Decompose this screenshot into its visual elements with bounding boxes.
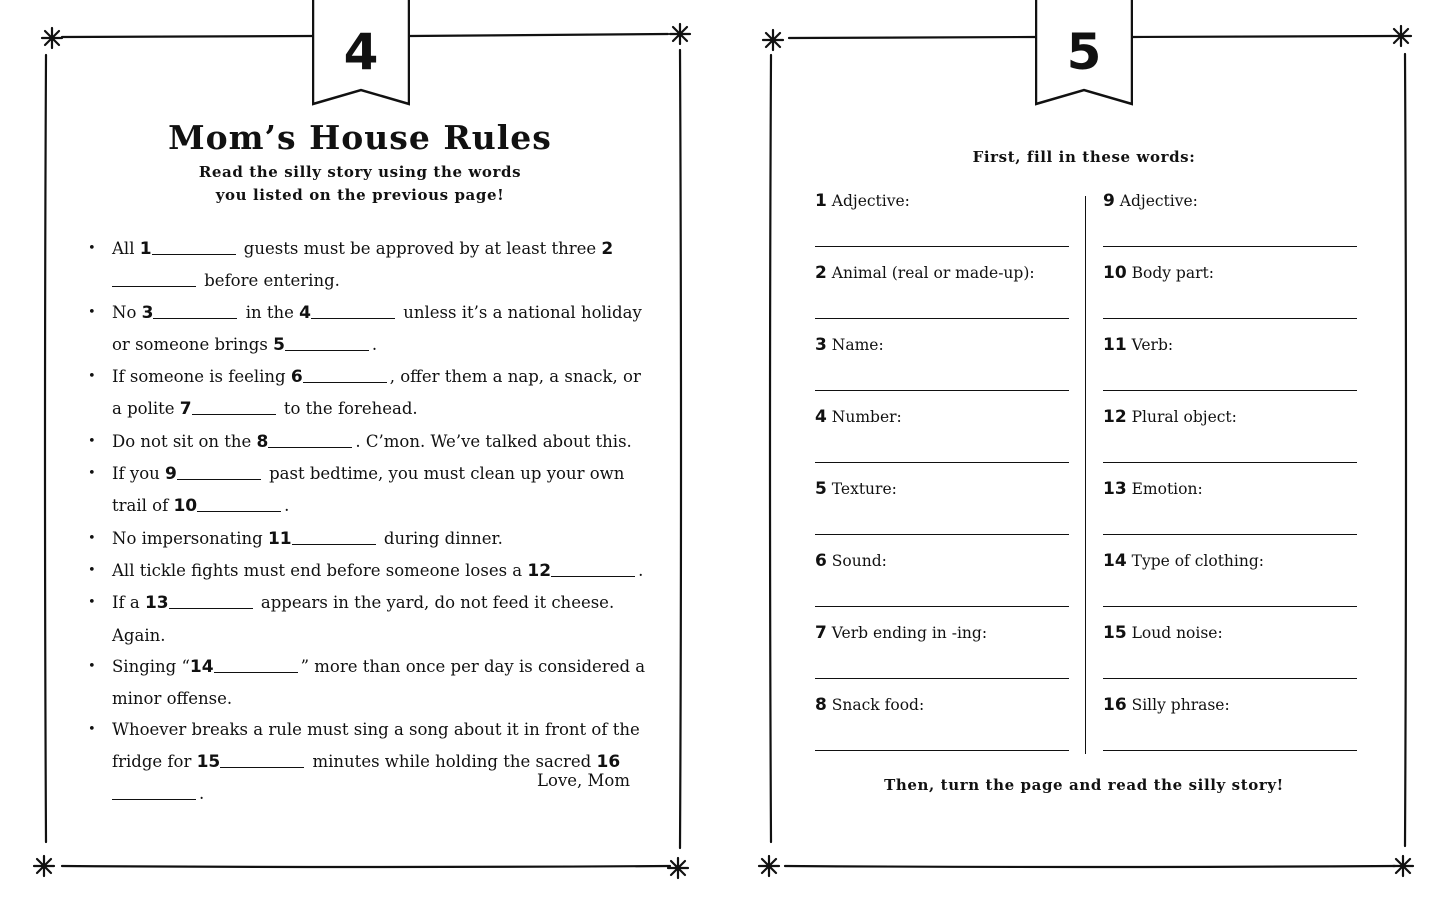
fields-column-left <box>815 188 1069 764</box>
word-field <box>815 476 1069 548</box>
rule-text: . <box>199 784 205 804</box>
field-number: 8 <box>815 695 827 715</box>
blank-number: 9 <box>165 464 177 485</box>
blank-number: 16 <box>596 751 621 772</box>
field-number: 11 <box>1103 335 1127 355</box>
field-label <box>815 476 1069 502</box>
field-label-text: Emotion: <box>1131 480 1203 498</box>
left-page <box>0 0 722 903</box>
word-field <box>1103 620 1357 692</box>
field-label-text: Animal (real or made-up): <box>831 264 1035 282</box>
blank-number: 1 <box>139 239 152 259</box>
field-label <box>1103 692 1357 718</box>
field-label-text: Type of clothing: <box>1131 552 1264 570</box>
answer-line[interactable] <box>1103 246 1357 247</box>
blank-number: 3 <box>141 302 154 323</box>
rule-text: before entering. <box>199 271 340 291</box>
rule-item <box>88 587 648 651</box>
word-field <box>815 260 1069 332</box>
blank-number: 6 <box>290 367 303 388</box>
field-label <box>1103 620 1357 646</box>
field-label <box>815 332 1069 358</box>
word-field <box>815 188 1069 260</box>
field-label-text: Loud noise: <box>1131 624 1223 642</box>
rule-text: unless it’s a national holiday or someone brings <box>112 302 642 354</box>
rule-text: to the forehead. <box>278 399 418 419</box>
field-number: 14 <box>1103 551 1127 571</box>
rule-text: All tickle fights must end before someone loses a <box>112 560 528 580</box>
field-number: 3 <box>815 335 827 355</box>
word-field <box>1103 332 1357 404</box>
field-label <box>815 260 1069 286</box>
field-number: 10 <box>1103 263 1127 283</box>
answer-line[interactable] <box>1103 390 1357 391</box>
blank-line[interactable] <box>177 464 261 481</box>
blank-line[interactable] <box>311 302 395 319</box>
answer-line[interactable] <box>1103 750 1357 751</box>
field-label-text: Name: <box>831 336 884 354</box>
closing-instruction: Then, turn the page and read the silly story! <box>884 776 1284 794</box>
rule-text: No impersonating <box>112 528 268 548</box>
fields-column-right <box>1103 188 1357 764</box>
field-label-text: Body part: <box>1131 264 1214 282</box>
word-field <box>1103 404 1357 476</box>
field-number: 6 <box>815 551 827 571</box>
answer-line[interactable] <box>815 246 1069 247</box>
rule-item <box>88 555 648 587</box>
answer-line[interactable] <box>815 678 1069 679</box>
page-number: 5 <box>1066 23 1102 81</box>
rule-text: If you <box>112 464 165 484</box>
rule-text: appears in the yard, do not feed it cheese. Again. <box>112 593 615 645</box>
word-field <box>1103 476 1357 548</box>
answer-line[interactable] <box>815 606 1069 607</box>
rule-text: ” more than once per day is considered a minor offense. <box>112 656 646 709</box>
blank-number: 2 <box>601 239 614 259</box>
blank-number: 8 <box>256 431 269 452</box>
blank-number: 4 <box>299 302 311 323</box>
blank-number: 11 <box>267 528 292 549</box>
field-label <box>1103 548 1357 574</box>
blank-line[interactable] <box>551 560 635 577</box>
blank-line[interactable] <box>268 431 352 448</box>
column-divider <box>1085 196 1086 754</box>
field-label-text: Verb: <box>1131 336 1174 354</box>
rule-text: If someone is feeling <box>112 367 291 387</box>
signoff: Love, Mom <box>537 771 630 790</box>
answer-line[interactable] <box>815 390 1069 391</box>
field-label <box>1103 476 1357 502</box>
subtitle-line: you listed on the previous page! <box>215 186 505 204</box>
answer-line[interactable] <box>815 462 1069 463</box>
page-title: Mom’s House Rules <box>168 118 552 157</box>
rule-item <box>88 523 648 555</box>
blank-number: 12 <box>527 560 552 581</box>
blank-line[interactable] <box>192 399 276 416</box>
blank-line[interactable] <box>220 751 304 768</box>
field-label <box>1103 260 1357 286</box>
field-label-text: Number: <box>831 408 902 426</box>
field-label <box>815 188 1069 214</box>
page-number-banner <box>312 0 410 108</box>
field-number: 9 <box>1103 191 1115 211</box>
blank-line[interactable] <box>169 593 253 610</box>
word-field <box>815 332 1069 404</box>
page-subtitle <box>60 161 660 207</box>
field-number: 5 <box>815 479 827 499</box>
field-number: 7 <box>815 623 827 643</box>
rule-text: . C’mon. We’ve talked about this. <box>355 431 632 451</box>
field-label <box>1103 404 1357 430</box>
rule-text: All <box>112 239 140 258</box>
rule-text: minutes while holding the sacred <box>307 751 597 771</box>
answer-line[interactable] <box>1103 678 1357 679</box>
field-number: 1 <box>815 191 827 211</box>
word-field <box>815 404 1069 476</box>
rule-item <box>88 233 648 297</box>
field-label-text: Silly phrase: <box>1131 696 1230 714</box>
rule-text: Singing “ <box>112 656 190 676</box>
blank-number: 13 <box>144 593 169 614</box>
rule-item <box>88 426 648 458</box>
answer-line[interactable] <box>1103 534 1357 535</box>
rule-text: , offer them a nap, a snack, or a polite <box>112 367 641 419</box>
rule-text: No <box>112 302 142 322</box>
blank-line[interactable] <box>153 302 237 319</box>
rule-text: If a <box>112 593 145 613</box>
blank-line[interactable] <box>303 367 387 384</box>
field-number: 16 <box>1103 695 1127 715</box>
blank-line[interactable] <box>197 496 281 513</box>
field-label <box>815 692 1069 718</box>
field-label <box>815 404 1069 430</box>
field-label <box>815 548 1069 574</box>
field-label <box>1103 332 1357 358</box>
answer-line[interactable] <box>815 534 1069 535</box>
rule-text: . <box>371 334 378 354</box>
field-label-text: Snack food: <box>831 696 925 714</box>
answer-line[interactable] <box>815 750 1069 751</box>
word-field <box>815 692 1069 764</box>
word-field <box>1103 188 1357 260</box>
rule-item <box>88 458 648 523</box>
answer-line[interactable] <box>1103 318 1357 319</box>
word-field <box>1103 692 1357 764</box>
field-label-text: Texture: <box>831 480 897 498</box>
blank-line[interactable] <box>285 334 369 351</box>
rule-text: Whoever breaks a rule must sing a song about it in front of the fridge for <box>112 720 640 771</box>
blank-line[interactable] <box>112 271 196 288</box>
subtitle-line: Read the silly story using the words <box>198 163 522 181</box>
word-field <box>815 620 1069 692</box>
rule-text: Do not sit on the <box>112 431 257 451</box>
field-number: 12 <box>1103 407 1127 427</box>
blank-number: 14 <box>189 656 214 677</box>
page-number-banner <box>1035 0 1133 108</box>
rule-item <box>88 361 648 426</box>
answer-line[interactable] <box>1103 462 1357 463</box>
field-label-text: Plural object: <box>1131 408 1237 426</box>
word-field <box>1103 260 1357 332</box>
rule-text: past bedtime, you must clean up your own trail of <box>112 464 625 516</box>
field-label-text: Adjective: <box>831 192 910 210</box>
rule-text: during dinner. <box>378 528 503 548</box>
word-field <box>815 548 1069 620</box>
field-label <box>815 620 1069 646</box>
field-label-text: Adjective: <box>1119 192 1198 210</box>
blank-number: 5 <box>273 334 285 355</box>
field-label <box>1103 188 1357 214</box>
blank-number: 7 <box>179 399 192 420</box>
page-number: 4 <box>343 23 379 81</box>
field-label-text: Sound: <box>831 552 887 570</box>
instruction-heading: First, fill in these words: <box>972 148 1196 166</box>
blank-line[interactable] <box>152 239 236 256</box>
right-page <box>723 0 1445 903</box>
blank-line[interactable] <box>292 528 376 545</box>
rule-text: guests must be approved by at least three <box>238 239 602 258</box>
rule-item <box>88 651 648 715</box>
word-field <box>1103 548 1357 620</box>
field-label-text: Verb ending in -ing: <box>831 624 988 642</box>
blank-number: 15 <box>196 751 221 772</box>
answer-line[interactable] <box>1103 606 1357 607</box>
field-number: 15 <box>1103 623 1127 643</box>
field-number: 2 <box>815 263 827 283</box>
rules-list <box>88 233 648 809</box>
rule-text: . <box>638 560 644 580</box>
field-number: 4 <box>815 407 827 427</box>
field-number: 13 <box>1103 479 1127 499</box>
blank-number: 10 <box>173 496 198 517</box>
rule-text: in the <box>240 302 300 322</box>
answer-line[interactable] <box>815 318 1069 319</box>
blank-line[interactable] <box>214 656 298 673</box>
blank-line[interactable] <box>112 784 196 801</box>
rule-item <box>88 297 648 362</box>
rule-text: . <box>284 496 290 516</box>
